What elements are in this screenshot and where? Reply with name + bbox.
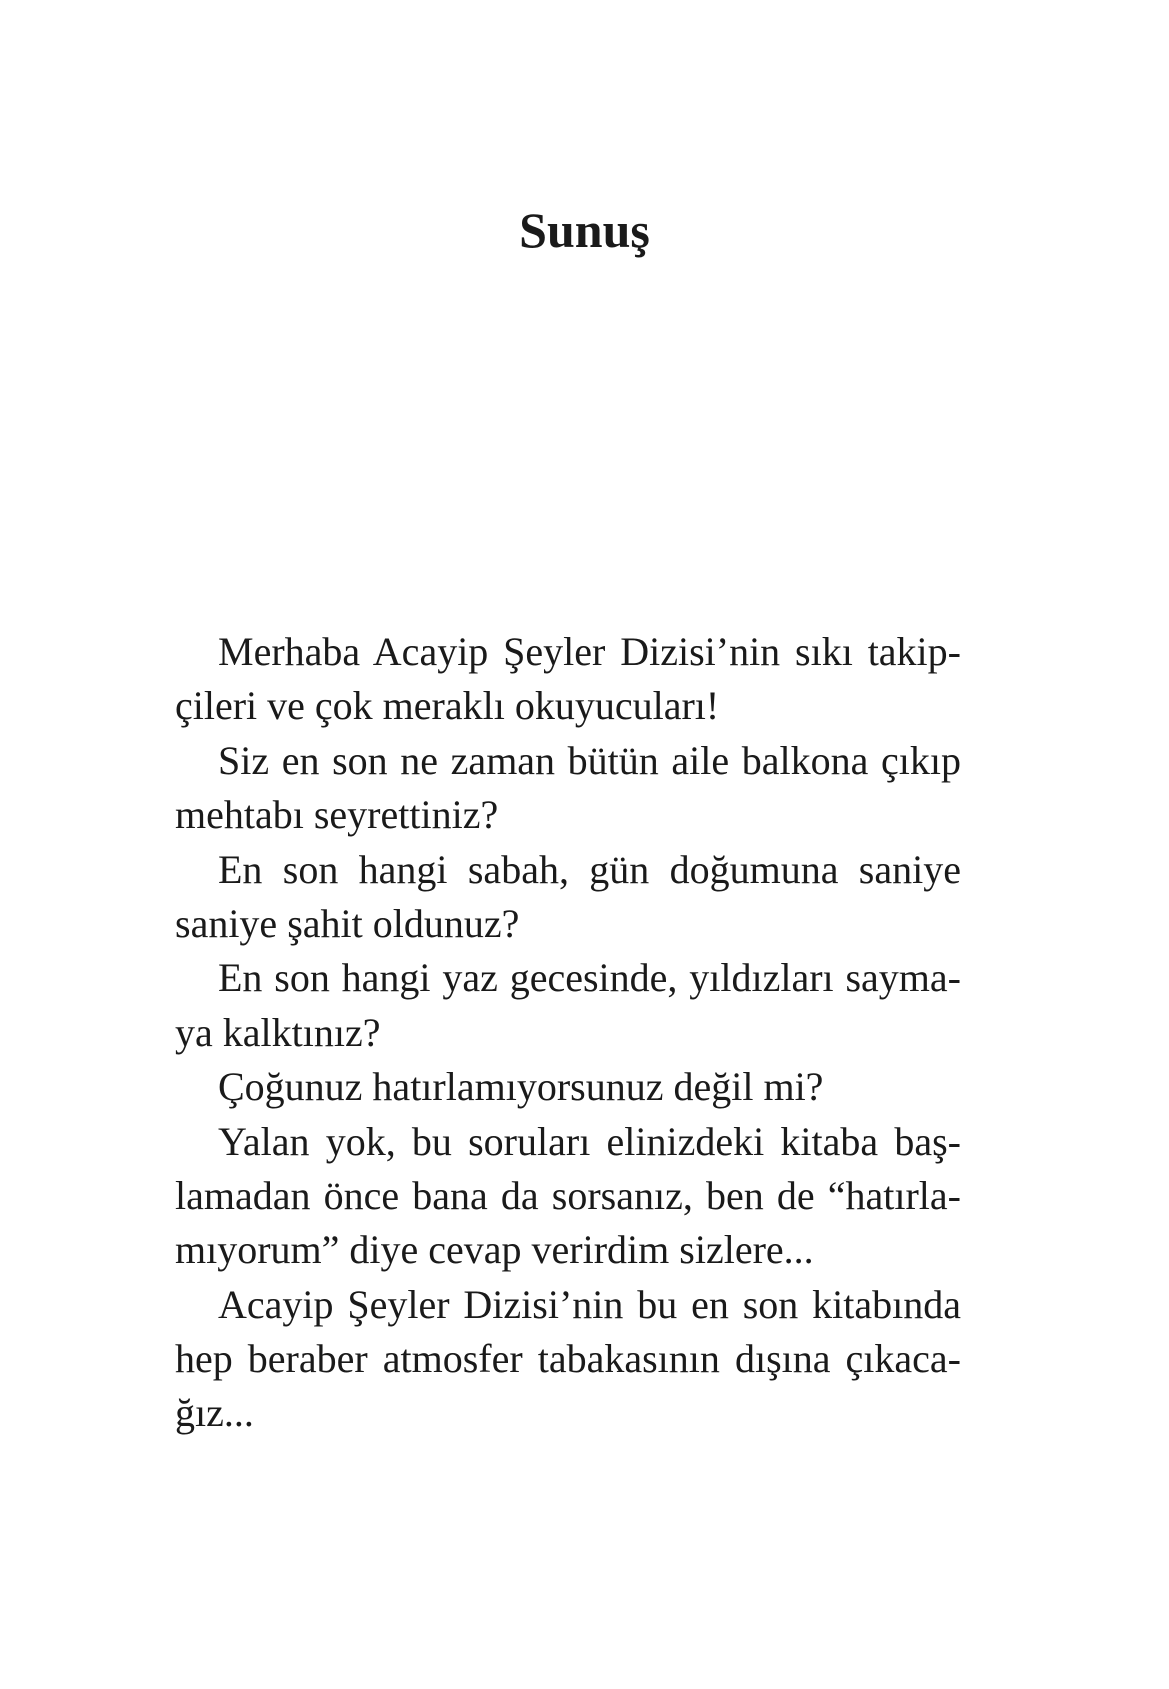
text-line: Acayip Şeyler Dizisi’nin bu en son kitabında: [218, 1281, 961, 1327]
text-line: Çoğunuz hatırlamıyorsunuz değil mi?: [218, 1064, 824, 1110]
text-line: ğız...: [175, 1390, 254, 1436]
text-line: En son hangi sabah, gün doğumuna saniye: [218, 846, 961, 892]
text-line: En son hangi yaz gecesinde, yıldızları sayma-: [218, 955, 961, 1001]
body-text: [175, 625, 961, 1441]
text-line: Yalan yok, bu soruları elinizdeki kitaba baş-: [218, 1118, 961, 1164]
text-line: Merhaba Acayip Şeyler Dizisi’nin sıkı takip-: [218, 629, 961, 674]
page-title: Sunuş: [519, 202, 650, 258]
text-line: Siz en son ne zaman bütün aile balkona çıkıp: [218, 737, 961, 783]
text-line: mehtabı seyrettiniz?: [175, 792, 499, 838]
text-line: lamadan önce bana da sorsanız, ben de “hatırla-: [175, 1172, 961, 1218]
text-line: çileri ve çok meraklı okuyucuları!: [175, 683, 720, 729]
text-line: hep beraber atmosfer tabakasının dışına çıkaca-: [175, 1336, 961, 1382]
text-line: mıyorum” diye cevap verirdim sizlere...: [175, 1227, 814, 1273]
text-line: ya kalktınız?: [175, 1009, 381, 1055]
text-line: saniye şahit oldunuz?: [175, 900, 520, 946]
